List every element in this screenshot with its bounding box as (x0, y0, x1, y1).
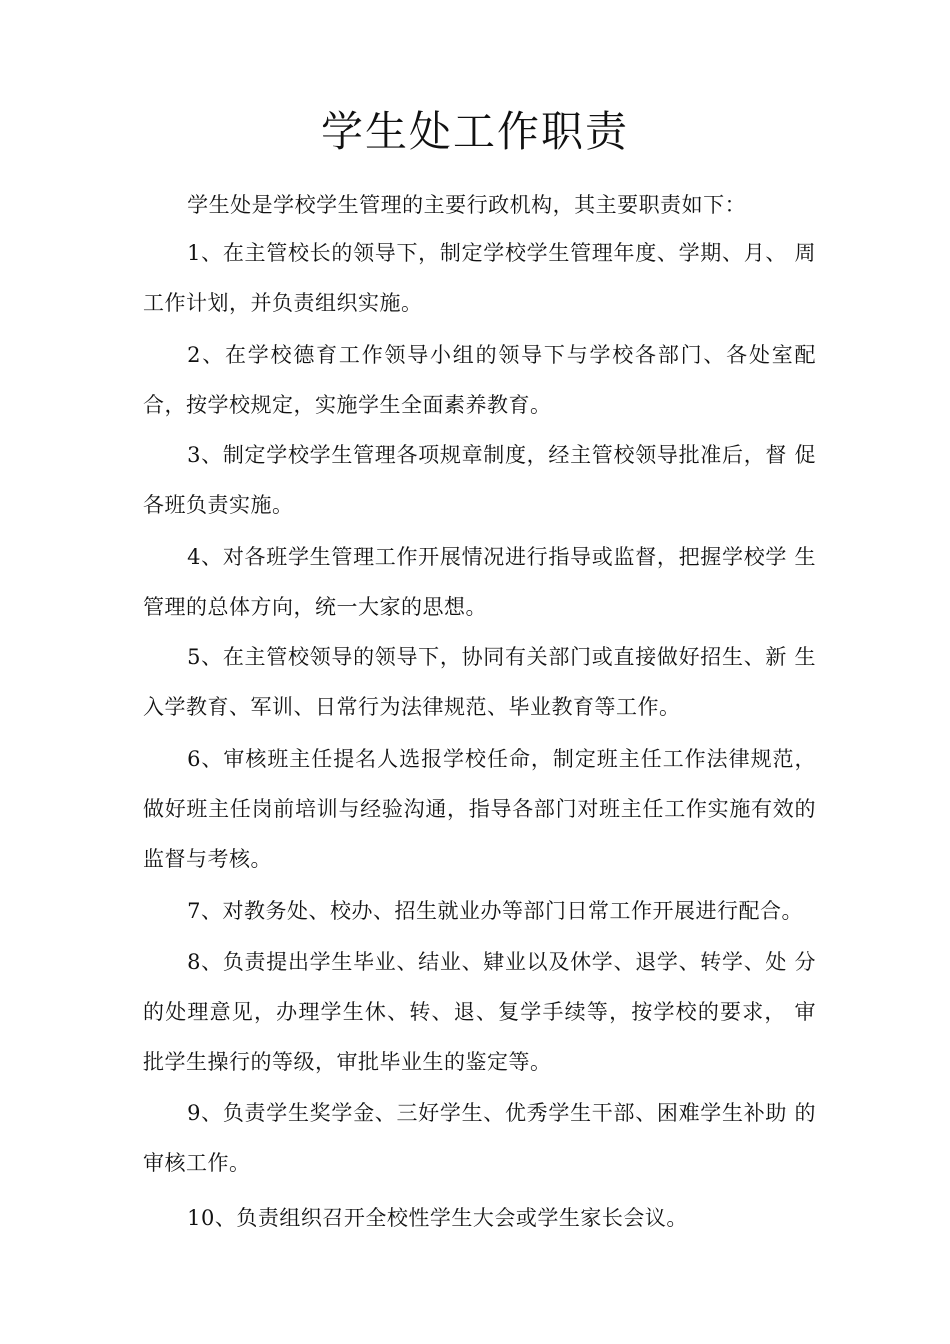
duty-item-3: 3、制定学校学生管理各项规章制度，经主管校领导批准后，督 促各班负责实施。 (143, 443, 816, 517)
duty-item-5: 5、在主管校领导的领导下，协同有关部门或直接做好招生、新 生入学教育、军训、日常行为法律规范、毕业教育等工作。 (143, 645, 816, 719)
duty-item-1: 1、在主管校长的领导下，制定学校学生管理年度、学期、月、 周工作计划，并负责组织实施。 (143, 241, 816, 315)
duty-item-10: 10、负责组织召开全校性学生大会或学生家长会议。 (187, 1206, 688, 1230)
intro-paragraph: 学生处是学校学生管理的主要行政机构，其主要职责如下： (187, 193, 747, 217)
duty-item-6: 6、审核班主任提名人选报学校任命，制定班主任工作法律规范，做好班主任岗前培训与经验沟通，指导各部门对班主任工作实施有效的 监督与考核。 (143, 747, 816, 871)
duty-item-9: 9、负责学生奖学金、三好学生、优秀学生干部、困难学生补助 的审核工作。 (143, 1101, 816, 1175)
document-title: 学生处工作职责 (320, 107, 629, 156)
duty-item-2: 2、在学校德育工作领导小组的领导下与学校各部门、各处室配合，按学校规定，实施学生全面素养教育。 (143, 343, 816, 417)
duty-item-7: 7、对教务处、校办、招生就业办等部门日常工作开展进行配合。 (187, 899, 803, 923)
duty-item-8: 8、负责提出学生毕业、结业、肄业以及休学、退学、转学、处 分的处理意见，办理学生休、转、退、复学手续等，按学校的要求， 审批学生操行的等级，审批毕业生的鉴定等。 (143, 950, 816, 1074)
duty-item-4: 4、对各班学生管理工作开展情况进行指导或监督，把握学校学 生管理的总体方向，统一大家的思想。 (143, 545, 816, 619)
